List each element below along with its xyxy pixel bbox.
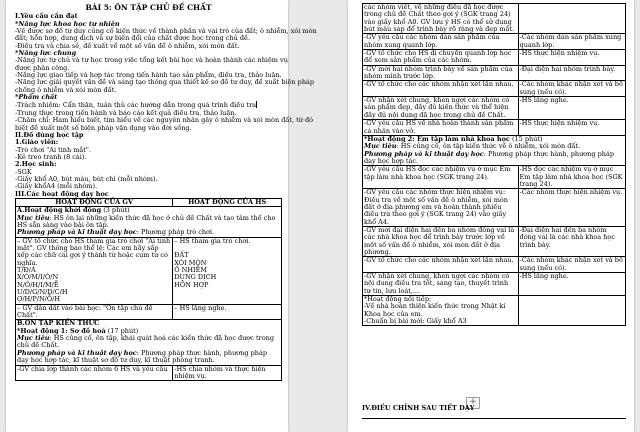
text-line: -Năng lực giải quyết vấn đề và sáng tạo thông qua thiết kế sơ đồ tư duy, đề xuất biện pháp — [15, 78, 315, 87]
text-line: -Trung thực trong tiến hành và báo cáo kết quả điều tra, thảo luận. — [15, 108, 237, 117]
table-cell-teacher: -GV tổ chức cho các nhóm nhận xét lẫn nhau. — [363, 257, 519, 273]
table-cell-student: -HS thực hiện nhiệm vụ. — [518, 120, 625, 136]
subheading-natural-science: *Năng lực khoa học tự nhiên — [15, 19, 120, 28]
table-cell-student: -HS đọc các nhiệm vụ ở mục Em tập làm nhà khoa học (SGK trang 24). — [518, 166, 625, 189]
page-1 — [6, 0, 317, 432]
lesson-title: BÀI 5: ÔN TẬP CHỦ ĐỀ CHẤT — [85, 3, 212, 12]
section-2-heading: II.Đồ dùng học tập — [15, 130, 84, 139]
table-cell-teacher: -GV yêu cầu các nhóm thực hiện nhiệm vụ: Điều tra về một số vấn đề ô nhiễm, xói mòn đất ở địa phương em và hoàn thành phiếu điều tra theo gợi ý (SGK trang 24) vào giấy khổ A4. — [363, 189, 519, 227]
column-header-student: HOẠT ĐỘNG CỦA HS — [173, 198, 282, 206]
teacher-heading: 1.Giáo viên: — [15, 138, 59, 147]
activity-a-info: A.Hoạt động khởi động (3 phút) Mục tiêu: HS ôn lại những kiến thức đã học ở chủ đề Chất và tạo tâm thế cho HS sẵn sàng vào bài ôn tập. Phương pháp và kĩ thuật dạy học: Phương pháp trò chơi. — [16, 207, 282, 237]
text-line: chống ô nhiễm và xói mòn đất. — [15, 85, 117, 94]
page-2 — [348, 0, 634, 432]
table-cell-student: – HS tham gia trò chơi. ĐẤT XÓI MÒN Ô NHIỄM DUNG DỊCH HỖN HỢP — [173, 237, 282, 304]
table-cell-student: -HS chia nhóm và thực hiện nhiệm vụ. — [173, 365, 282, 381]
table-cell-student: -Các nhóm dán sản phẩm xung quanh lớp. — [518, 34, 625, 50]
text-line: được phân công. — [15, 63, 70, 72]
table-cell-student: -Đại diện hai nhóm trình bày. — [518, 65, 625, 81]
table-cell-teacher: -GV yêu cầu HS đọc các nhiệm vụ ở mục Em tập làm nhà khoa học (SGK trang 24). — [363, 166, 519, 189]
text-cursor — [256, 101, 257, 108]
text-line: -Giấy khổ A0, bút màu, bút chì (mỗi nhóm). — [15, 174, 158, 183]
section-4 — [362, 405, 626, 419]
table-cell-teacher: -GV yêu cầu các nhóm dán sản phẩm của nhóm xung quanh lớp. — [363, 34, 519, 50]
student-heading: 2.Học sinh: — [15, 160, 57, 169]
add-row-button[interactable]: + — [466, 397, 480, 409]
text-line: -Về được sơ đồ tư duy cùng cố kiến thức về thành phần và vai trò của đất; ô nhiễm, xói mòn — [15, 27, 317, 36]
subheading-general-competence: *Năng lực chung — [15, 49, 77, 58]
table-cell-teacher: -GV yêu cầu HS về nhà hoàn thành sản phẩm cá nhân vào vở. — [363, 120, 519, 136]
text-line: đất; hỗn hợp, dung dịch và sự biến đổi của chất được học trong chủ đề. — [15, 34, 251, 43]
table-cell-student: -Các nhóm khác nhận xét và bổ sung (nếu có). — [518, 257, 625, 273]
activities-table — [15, 198, 282, 381]
table-cell-teacher: -GV tổ chức cho HS di chuyển quanh lớp học để xem sản phẩm của các nhóm. — [363, 50, 519, 66]
table-cell-student: -HS lắng nghe. — [518, 273, 625, 296]
table-cell-teacher: -GV mời hai nhóm trình bày về sản phẩm của nhóm mình trước lớp. — [363, 65, 519, 81]
text-line: -Điều tra và chia sẻ, đề xuất về một số vấn đề ô nhiễm, xói mòn đất. — [15, 41, 240, 50]
table-cell-teacher: -GV nhận xét chung, khen ngợi các nhóm có sản phẩm đẹp, đầy đủ kiến thức và thể hiện đầy đủ nội dung đã học trong chủ đề Chất. — [363, 97, 519, 120]
section-1-heading: I.Yêu cầu cần đạt — [15, 12, 78, 21]
table-cell-teacher: -GV nhận xét chung, khen ngợi các nhóm có nội dung điều tra tốt, sáng tạo, thuyết trình tự tin, lưu loát,... — [363, 273, 519, 296]
table-cell-student: -HS thực hiện nhiệm vụ. — [518, 50, 625, 66]
text-line: -Kẻ treo tranh (8 cái). — [15, 152, 87, 161]
word-game-list: T/Đ/Á X/Ó/M/I/Ò/N N/Ô/H/I/M/Ễ U/D/G/N/D/C/H Ợ/H/P/N/Ỗ/H — [17, 266, 68, 304]
subheading-qualities: *Phẩm chất — [15, 93, 58, 102]
column-header-teacher: HOẠT ĐỘNG CỦA GV — [16, 198, 173, 206]
table-cell-teacher: -GV chia lớp thành các nhóm 6 HS và yêu cầu — [16, 365, 173, 381]
table-cell-student: -Các nhóm thực hiện nhiệm vụ. — [518, 189, 625, 227]
table-cell-student: -Các nhóm khác nhận xét và bổ sung (nếu có). — [518, 81, 625, 97]
table-cell-student: -HS lắng nghe. — [518, 97, 625, 120]
text-line: -Giấy khổA4 (mỗi nhóm). — [15, 182, 98, 191]
table-cell-student — [518, 4, 625, 34]
text-line: -Chăm chỉ: Ham hiểu biết, tìm hiểu về các nguyên nhân gây ô nhiễm và xói mòn đất, từ đó — [15, 116, 314, 125]
text-line-editing[interactable]: -Trách nhiệm: Cẩn thận, tuân thủ các hướng dẫn trong quá trình điều tra — [15, 101, 257, 110]
activity-b-info: B.ÔN TẬP KIẾN THỨC *Hoạt động 1: Sơ đồ hoá (17 phút) Mục tiêu: HS củng cố, ôn tập, khái quát hoá các kiến thức đã học được trong chủ đề Chất. Phương pháp và kĩ thuật dạy học: Phương pháp thực hành, phương pháp dạy học hợp tác, kĩ thuật sơ đồ tư duy, kĩ thuật phòng tranh. — [16, 320, 282, 365]
table-cell-teacher: -GV tổ chức cho các nhóm nhận xét lẫn nhau. — [363, 81, 519, 97]
table-cell-student — [518, 296, 625, 326]
table-cell-teacher: – GV tổ chức cho HS tham gia trò chơi "Ai tinh mắt". GV thông báo thể lệ: Các em hãy sắp xếp các chữ cái gợi ý thành từ hoặc cụm từ có nghĩa. T/Đ/Á X/Ó/M/I/Ò/N N/Ô/H/I/M/Ễ U/D/G/N/D/C/H Ợ/H/P/N/Ỗ/H — [16, 237, 173, 304]
section-3-heading: III.Các hoạt động dạy học — [15, 189, 109, 198]
table-cell-student: – HS lắng nghe. — [173, 304, 282, 320]
text-line: -Năng lực giao tiếp và hợp tác trong tiến hành tạo sản phẩm, điều tra, thảo luận. — [15, 71, 282, 80]
activity-b2-info: *Hoạt động 2: Em tập làm nhà khoa học (15 phút) Mục tiêu: HS củng cố, ôn tập kiến thức về ô nhiễm, xói mòn đất. Phương pháp và kĩ thuật dạy học: Phương pháp thực hành, phương pháp dạy học hợp tác. — [363, 135, 626, 165]
text-line: biết đề xuất một số biện pháp vận dụng vào đời sống. — [15, 123, 192, 132]
text-line: -Trò chơi "Ai tinh mắt". — [15, 145, 91, 154]
follow-up-activity: *Hoạt động nối tiếp: -Về nhà hoàn thiện kiến thức trong Nhật kí Khoa học của em. -Chuẩn bị bài mới: Giấy khổ A3 — [363, 296, 519, 326]
table-cell-teacher: – GV dẫn dắt vào bài học: "Ôn tập chủ đề Chất". — [16, 304, 173, 320]
divider — [362, 418, 626, 419]
text-line: -SGK — [15, 167, 32, 176]
table-cell-student: -Đại diện hai đến ba nhóm đóng vai là các nhà khoa học trình bày. — [518, 226, 625, 256]
activities-table-continued — [362, 3, 626, 326]
text-line: -Năng lực tự chủ và tự học trong việc tổng kết bài học và hoàn thành các nhiệm vụ — [15, 56, 288, 65]
section-4-heading: IV.ĐIỀU CHỈNH SAU TIẾT DẠY — [362, 404, 475, 412]
table-cell-teacher: -GV mời đại diện hai đến ba nhóm đóng vai là các nhà khoa học để trình bày trước lớp về một số vấn đề ô nhiễm, xói mòn đất ở địa phương. — [363, 226, 519, 256]
table-cell-teacher: các nhóm viết, vẽ những điều đã học được trong chủ đề Chất theo gợi ý (SGK trang 24) vào giấy khổ A0. GV lưu ý HS có thể sử dụng bút màu sáp để trình bày rõ ràng và đẹp mắt. — [363, 4, 519, 34]
